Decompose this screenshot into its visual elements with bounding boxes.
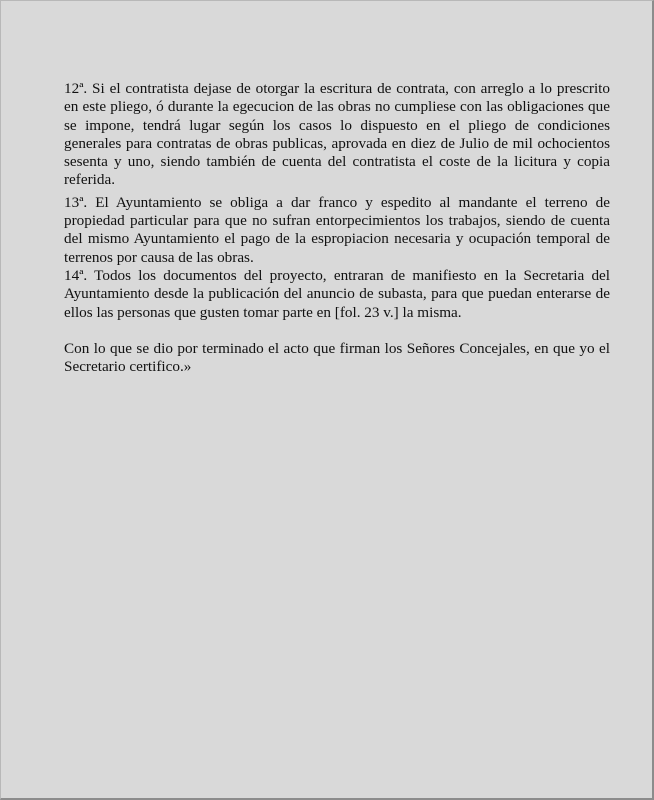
paragraph-clause-12: 12ª. Si el contratista dejase de otorgar la escritura de contrata, con arreglo a lo prescrito en este pliego, ó durante la egecucion de las obras no cumpliese con las obligaciones que se impone, tendrá lugar según los casos lo dispuesto en el pliego de condiciones generales para contratas de obras publicas, aprovada en diez de Julio de mil ochocientos sesenta y uno, siendo también de cuenta del contratista el coste de la licitura y copia referida.	[64, 80, 610, 189]
paragraph-clause-14: 14ª. Todos los documentos del proyecto, entraran de manifiesto en la Secretaria del Ayuntamiento desde la publicación del anuncio de subasta, para que puedan enterarse de ellos las personas que gusten tomar parte en [fol. 23 v.] la misma.	[64, 266, 610, 321]
paragraph-closing: Con lo que se dio por terminado el acto que firman los Señores Concejales, en que yo el Secretario certifico.»	[64, 339, 610, 376]
document-body	[64, 80, 610, 376]
paragraph-clause-13: 13ª. El Ayuntamiento se obliga a dar franco y espedito al mandante el terreno de propiedad particular para que no sufran entorpecimientos los trabajos, siendo de cuenta del mismo Ayuntamiento el pago de la espropiacion necesaria y ocupación temporal de terrenos por causa de las obras.	[64, 193, 610, 266]
